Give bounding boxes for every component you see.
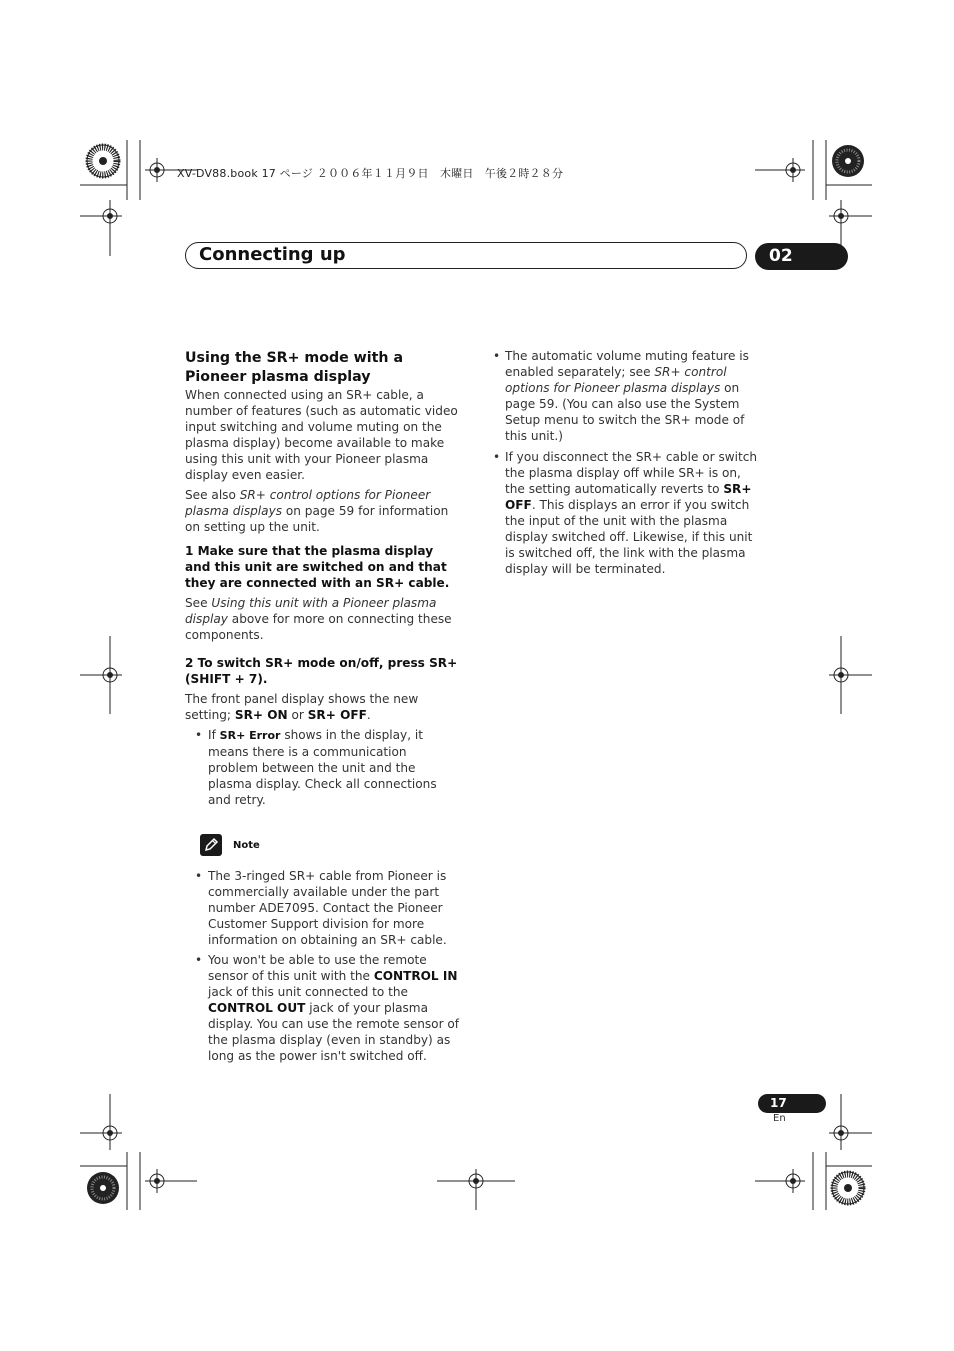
step-2-text: The front panel display shows the new setting; SR+ ON or SR+ OFF. <box>185 692 419 722</box>
crosshair-mark <box>80 1094 122 1150</box>
crosshair-mark <box>755 158 805 182</box>
cross-reference: SR+ control options for Pioneer plasma displays <box>185 488 431 518</box>
list-item: • The automatic volume muting feature is enabled separately; see SR+ control options for Pioneer plasma displays on page 59. (You can also use the System Setup menu to switch the SR+ mode of this unit.) <box>493 348 758 444</box>
page-number-badge: 17 <box>758 1094 826 1113</box>
starburst-bottom-left <box>87 1172 119 1204</box>
step-1-text: See Using this unit with a Pioneer plasma display above for more on connecting these components. <box>185 596 452 642</box>
list-item: • If SR+ Error shows in the display, it means there is a communication problem between the unit and the plasma display. Check all connections and retry. <box>185 727 460 808</box>
cross-reference: SR+ control options for Pioneer plasma displays <box>505 365 727 395</box>
list-item: • If you disconnect the SR+ cable or switch the plasma display off while SR+ is on, the setting automatically reverts to SR+ OFF. This displays an error if you switch the input of the unit with the plasma display switched off. Likewise, if this unit is switched off, the link with the plasma display will be terminated. <box>493 449 758 577</box>
note-label: Note <box>233 840 260 851</box>
section-heading: Using the SR+ mode with a Pioneer plasma display <box>185 350 404 385</box>
crosshair-mark <box>829 1094 872 1150</box>
chapter-number-badge: 02 <box>755 243 848 270</box>
cross-reference: Using this unit with a Pioneer plasma display <box>185 596 437 626</box>
crosshair-mark <box>437 1169 515 1210</box>
intro-paragraph: When connected using an SR+ cable, a number of features (such as automatic video input switching and volume muting on the plasma display) become available to make using this unit with your Pioneer plasma display even easier. <box>185 388 458 482</box>
print-slug: XV-DV88.book 17 ページ ２００６年１１月９日 木曜日 午後２時２８分 <box>177 167 564 180</box>
starburst-top-left <box>87 145 119 177</box>
starburst-bottom-right <box>832 1172 864 1204</box>
see-also-paragraph: See also SR+ control options for Pioneer plasma displays on page 59 for information on setting up the unit. <box>185 488 449 534</box>
crosshair-mark <box>80 200 122 256</box>
crosshair-mark <box>145 1169 197 1193</box>
right-column <box>493 348 758 582</box>
list-item: • You won't be able to use the remote sensor of this unit with the CONTROL IN jack of this unit connected to the CONTROL OUT jack of your plasma display. You can use the remote sensor of the plasma display (even in standby) as long as the power isn't switched off. <box>185 952 460 1064</box>
crosshair-mark <box>755 1169 805 1193</box>
step-2-heading: 2 To switch SR+ mode on/off, press SR+ (SHIFT + 7). <box>185 656 458 686</box>
page-language: En <box>773 1113 786 1124</box>
crosshair-mark <box>829 636 872 714</box>
step-1-heading: 1 Make sure that the plasma display and this unit are switched on and that they are connected with an SR+ cable. <box>185 544 450 590</box>
left-column <box>185 349 460 1068</box>
chapter-title: Connecting up <box>199 244 346 265</box>
note-header <box>200 834 460 856</box>
starburst-top-right <box>832 145 864 177</box>
crosshair-mark <box>80 636 122 714</box>
note-pencil-icon <box>200 834 222 856</box>
list-item: • The 3-ringed SR+ cable from Pioneer is commercially available under the part number ADE7095. Contact the Pioneer Customer Support division for more information on obtaining an SR+ cable. <box>185 868 460 948</box>
